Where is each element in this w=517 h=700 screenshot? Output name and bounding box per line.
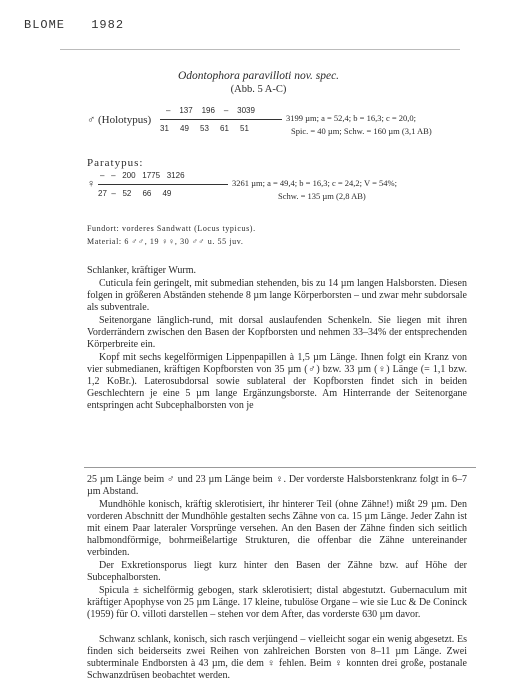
paratype-result-1: 3261 µm; a = 49,4; b = 16,3; c = 24,2; V = 54%; [232,178,397,188]
running-header [24,18,142,32]
header-rule [60,49,460,50]
holotype-numerator: – 137 196 – 3039 [166,106,255,115]
paratype-numerator: – – 200 1775 3126 [100,171,185,180]
paratype-denominator: 27 – 52 66 49 [98,189,172,198]
species-title: Odontophora paravilloti nov. spec. [177,70,340,82]
header-year: 1982 [91,18,125,32]
holotype-result-1: 3199 µm; a = 52,4; b = 16,3; c = 20,0; [286,113,417,123]
holotype-result-2: Spic. = 40 µm; Schw. = 160 µm (3,1 AB) [291,126,432,136]
paragraph-intro: Schlanker, kräftiger Wurm. [87,265,196,276]
paragraph-spicula: Spicula ± sichelförmig gebogen, stark sklerotisiert; distal abgestutzt. Gubernaculum mit kräftiger Apophyse von 25 µm Länge. 17 kleine, tubulöse Organe – wie sie Luc & De Coninck (1959) für O. villoti darstellen – stehen vor dem After, das vorderste 630 µm davor. [87,585,467,621]
paratype-fraction-bar [98,184,228,185]
paratype-label: ♀ [87,178,96,190]
paragraph-subcephal-cont: 25 µm Länge beim ♂ und 23 µm Länge beim ♀. Der vorderste Halsborstenkranz folgt in 6–7 µm Abstand. [87,474,467,498]
material-line: Material: 6 ♂♂, 19 ♀♀, 30 ♂♂ u. 55 juv. [87,237,244,246]
paragraph-mundhoehle: Mundhöhle konisch, kräftig sklerotisiert, ihr hinterer Teil (ohne Zähne!) mißt 29 µm. Den vorderen Abschnitt der Mundhöhle gestalten sechs Zähne von ca. 15 µm Länge. Jeder Zahn ist mit einem Paar lateraler Vorsprünge versehen. An den Basen der Zähne finden sich seitlich halbmondförmige, bohrmeißelartige Strukturen, die offenbar die Zähne untereinander verbinden. [87,499,467,559]
paragraph-cuticula: Cuticula fein geringelt, mit submedian stehenden, bis zu 14 µm langen Halsborsten. Diesen folgen in größeren Abständen stehende 8 µm lange Körperborsten – und zwar mehr subdorsale als subventrale. [87,278,467,314]
paragraph-seitenorgane: Seitenorgane länglich-rund, mit dorsal auslaufenden Schenkeln. Sie liegen mit ihren Vorderrändern zwischen den Basen der Kopfborsten und nehmen 33–34% der entsprechenden Körperbreite ein. [87,315,467,351]
holotype-denominator: 31 49 53 61 51 [160,124,249,133]
figure-reference: (Abb. 5 A-C) [230,84,287,95]
paratypes-heading: Paratypus: [87,157,144,169]
fundort-line: Fundort: vorderes Sandwatt (Locus typicus). [87,224,256,233]
paratype-result-2: Schw. = 135 µm (2,8 AB) [278,191,366,201]
holotype-fraction-bar [160,119,282,120]
holotype-label: ♂ (Holotypus) [87,114,152,126]
section-divider [84,467,476,468]
header-author: BLOME [24,18,66,32]
paragraph-schwanz: Schwanz schlank, konisch, sich rasch verjüngend – vielleicht sogar ein wenig abgesetzt. Es finden sich beiderseits zwei Reihen von zahlreichen Borsten von 8–11 µm Länge. Zwei subterminale Endborsten à 43 µm, die dem ♀ fehlen. Beim ♀ konnten drei große, postanale Schwanzdrüsen beobachtet werden. [87,634,467,682]
paragraph-exkretionsporus: Der Exkretionsporus liegt kurz hinter den Basen der Zähne bzw. auf Höhe der Subcephalborsten. [87,560,467,584]
paragraph-kopf: Kopf mit sechs kegelförmigen Lippenpapillen à 1,5 µm Länge. Ihnen folgt ein Kranz von vier submedianen, kräftigen Kopfborsten von 35 µm (♂) bzw. 33 µm (♀) Länge (= 1,1 bzw. 1,2 KoBr.). Laterosubdorsal sowie sublateral der Kopfborsten findet sich in beiden Geschlechtern je eine 5 µm lange Ergänzungsborste. Am Hinterrande der Seitenorgane entspringen acht Subcephalborsten von je [87,352,467,412]
